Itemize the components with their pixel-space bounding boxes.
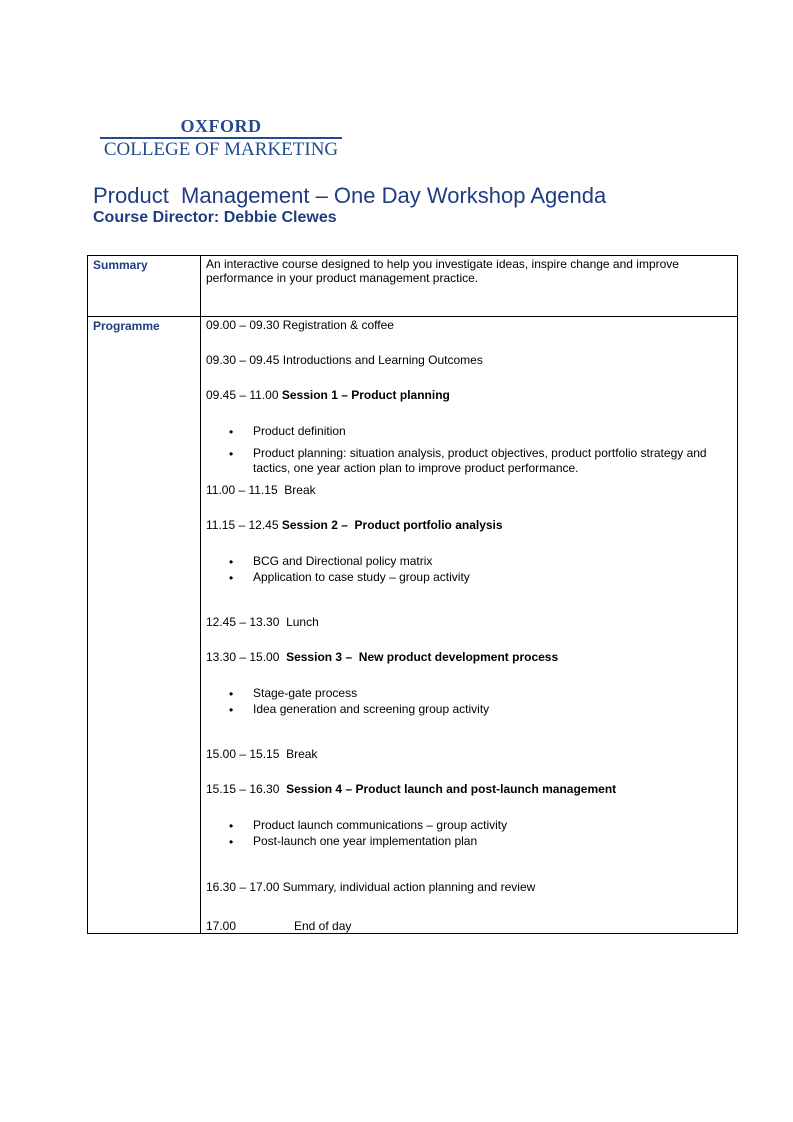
session3-time: 13.30 – 15.00 bbox=[206, 650, 287, 664]
end-time: 17.00 bbox=[206, 919, 237, 933]
summary-label: Summary bbox=[93, 258, 148, 272]
session4-heading bbox=[206, 782, 616, 796]
session3-bullet: Idea generation and screening group activity bbox=[253, 702, 490, 716]
agenda-table bbox=[87, 255, 738, 934]
session4-bullet: Post-launch one year implementation plan bbox=[253, 834, 478, 848]
session2-bullet: Application to case study – group activity bbox=[253, 570, 470, 584]
summary-row bbox=[88, 256, 738, 317]
summary-text: An interactive course designed to help you investigate ideas, inspire change and improve performance in your product management practice. bbox=[206, 257, 679, 285]
session4-bullet: Product launch communications – group activity bbox=[253, 818, 508, 832]
programme-row bbox=[88, 317, 738, 934]
registration-item: 09.00 – 09.30 Registration & coffee bbox=[206, 318, 394, 332]
bullet-icon: • bbox=[229, 425, 234, 439]
summary-text-cell bbox=[201, 256, 738, 317]
bullet-icon: • bbox=[229, 703, 234, 717]
session3-bullet: Stage-gate process bbox=[253, 686, 358, 700]
session3-title: Session 3 – New product development process bbox=[286, 650, 559, 664]
bullet-icon: • bbox=[229, 571, 234, 585]
bullet-icon: • bbox=[229, 687, 234, 701]
summary-label-cell bbox=[88, 256, 201, 317]
break2-item: 15.00 – 15.15 Break bbox=[206, 747, 318, 761]
programme-schedule bbox=[201, 317, 737, 933]
session3-heading bbox=[206, 650, 558, 664]
session1-heading bbox=[206, 388, 450, 402]
session2-time: 11.15 – 12.45 bbox=[206, 518, 282, 532]
programme-label: Programme bbox=[93, 319, 160, 333]
break1-item: 11.00 – 11.15 Break bbox=[206, 483, 316, 497]
session4-title: Session 4 – Product launch and post-launch management bbox=[286, 782, 617, 796]
session2-title: Session 2 – Product portfolio analysis bbox=[281, 518, 503, 532]
bullet-icon: • bbox=[229, 447, 234, 461]
end-of-day: End of day bbox=[294, 919, 352, 933]
bullet-icon: • bbox=[229, 835, 234, 849]
session1-time: 09.45 – 11.00 bbox=[206, 388, 282, 402]
logo-college-text: COLLEGE OF MARKETING bbox=[103, 139, 339, 160]
course-director: Course Director: Debbie Clewes bbox=[93, 209, 337, 226]
logo-oxford-text: OXFORD bbox=[180, 116, 262, 136]
page-title: Product Management – One Day Workshop Agenda bbox=[93, 183, 607, 208]
session2-bullet: BCG and Directional policy matrix bbox=[253, 554, 433, 568]
session1-bullet: Product planning: situation analysis, product objectives, product portfolio strategy and tactics, one year action plan to improve product performance. bbox=[253, 446, 707, 475]
session1-title: Session 1 – Product planning bbox=[281, 388, 450, 402]
programme-content-cell bbox=[201, 317, 738, 934]
bullet-icon: • bbox=[229, 819, 234, 833]
programme-label-cell bbox=[88, 317, 201, 934]
bullet-icon: • bbox=[229, 555, 234, 569]
summary-review-item: 16.30 – 17.00 Summary, individual action planning and review bbox=[206, 880, 536, 894]
introductions-item: 09.30 – 09.45 Introductions and Learning Outcomes bbox=[206, 353, 483, 367]
session1-bullet: Product definition bbox=[253, 424, 346, 438]
lunch-item: 12.45 – 13.30 Lunch bbox=[206, 615, 319, 629]
session4-time: 15.15 – 16.30 bbox=[206, 782, 287, 796]
oxford-college-logo bbox=[100, 117, 342, 161]
session2-heading bbox=[206, 518, 503, 532]
